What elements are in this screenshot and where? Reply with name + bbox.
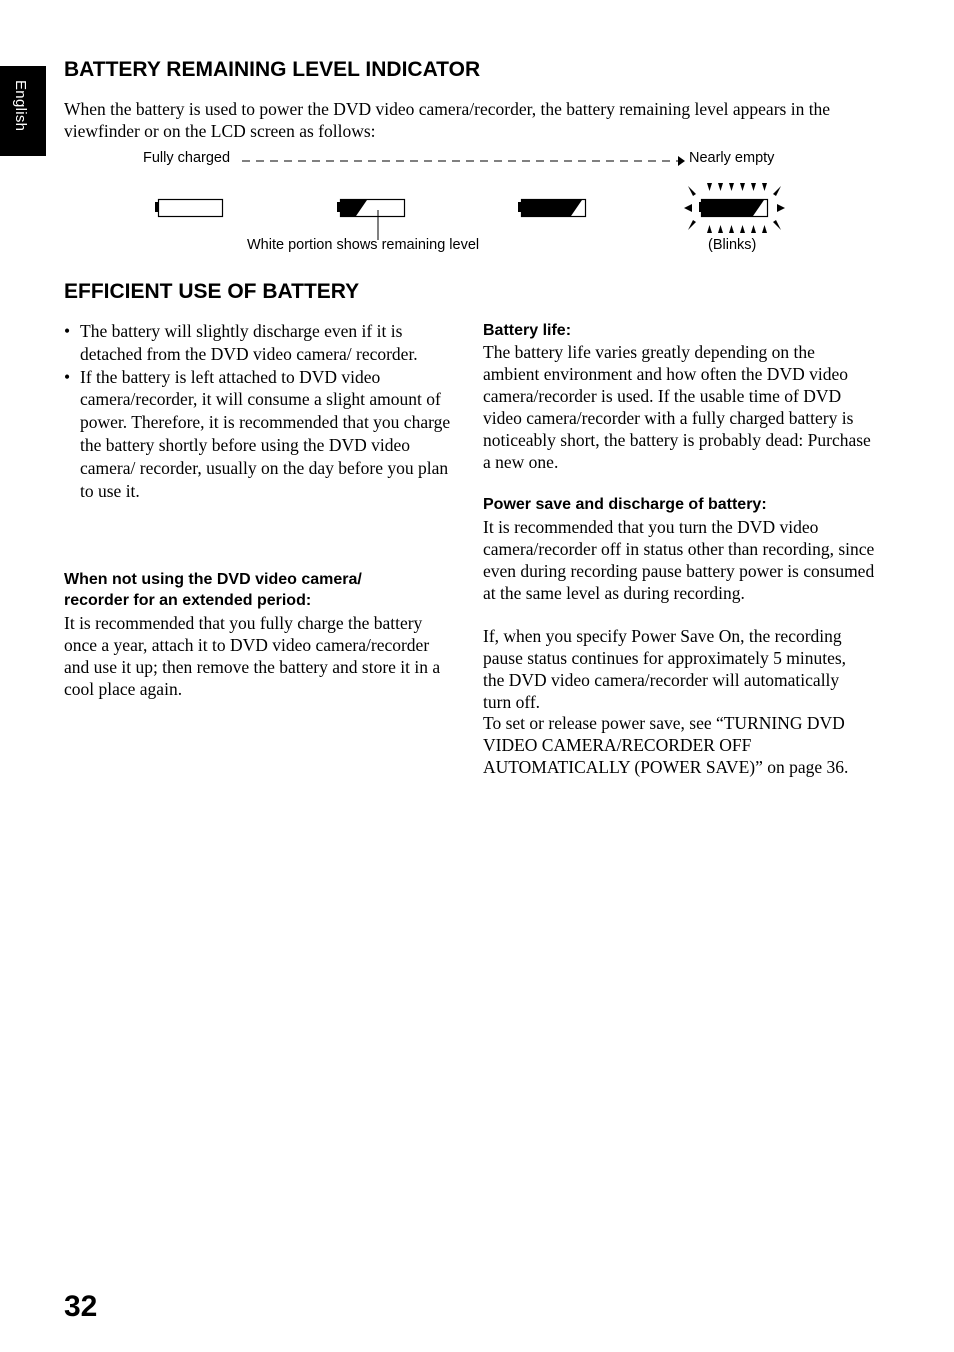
battery-diagram-graphics bbox=[0, 0, 954, 270]
power-save-body-3: To set or release power save, see “TURNING DVD VIDEO CAMERA/RECORDER OFF AUTOMATICALLY (POWER SAVE)” on page 36. bbox=[483, 713, 849, 777]
list-item: • The battery will slightly discharge even if it is detached from the DVD video camera/ recorder. bbox=[64, 321, 418, 364]
list-item: • If the battery is left attached to DVD video camera/recorder, it will consume a slight amount of power. Therefore, it is recommended that you charge the battery shortly before using the DVD video camera/ recorder, usually on the day before you plan to use it. bbox=[64, 366, 451, 501]
blinks-label: (Blinks) bbox=[708, 237, 757, 253]
battery-low-icon bbox=[518, 200, 586, 217]
battery-tips-list bbox=[64, 320, 458, 502]
not-using-body: It is recommended that you fully charge the battery once a year, attach it to DVD video camera/recorder and use it up; then remove the battery and store it in a cool place again. bbox=[64, 613, 441, 699]
battery-partial-icon bbox=[337, 200, 405, 241]
power-save-heading: Power save and discharge of battery: bbox=[483, 496, 767, 513]
battery-full-icon bbox=[155, 200, 223, 217]
battery-empty-blinking-icon bbox=[684, 183, 785, 233]
power-save-body-2: If, when you specify Power Save On, the recording pause status continues for approximately 5 minutes, the DVD video camera/recorder will automatically turn off. bbox=[483, 626, 847, 712]
page-number: 32 bbox=[64, 1290, 98, 1323]
bullet-icon: • bbox=[64, 366, 71, 387]
battery-indicator-intro: When the battery is used to power the DVD video camera/recorder, the battery remaining level appears in the viewfinder or on the LCD screen as follows: bbox=[64, 99, 831, 141]
battery-life-body: The battery life varies greatly depending on the ambient environment and how often the DVD video camera/recorder is used. If the usable time of DVD video camera/recorder with a fully charged battery is noticeably short, the battery is probably dead: Purchase a new one. bbox=[483, 342, 871, 472]
not-using-heading: When not using the DVD video camera/ recorder for an extended period: bbox=[64, 571, 362, 609]
white-portion-label: White portion shows remaining level bbox=[247, 237, 480, 253]
battery-indicator-heading: BATTERY REMAINING LEVEL INDICATOR bbox=[64, 58, 481, 81]
bullet-icon: • bbox=[64, 321, 71, 341]
battery-life-heading: Battery life: bbox=[483, 322, 572, 339]
arrow-right-icon bbox=[678, 156, 685, 166]
power-save-body-1: It is recommended that you turn the DVD video camera/recorder off in status other than recording, since even during recording pause battery power is consumed at the same level as during recording. bbox=[483, 517, 875, 603]
efficient-use-heading: EFFICIENT USE OF BATTERY bbox=[64, 280, 360, 303]
fully-charged-label: Fully charged bbox=[143, 150, 231, 166]
nearly-empty-label: Nearly empty bbox=[689, 150, 775, 166]
language-label: English bbox=[12, 80, 29, 132]
